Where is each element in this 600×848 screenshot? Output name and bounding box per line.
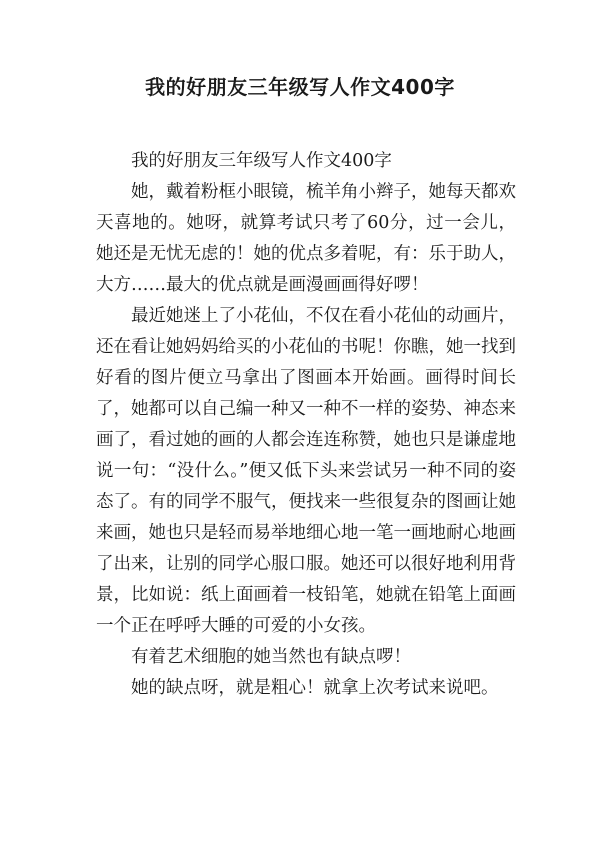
paragraph-careless: 她的缺点呀，就是粗心！就拿上次考试来说吧。 <box>131 678 499 698</box>
paragraph-drawing: 最近她迷上了小花仙，不仅在看小花仙的动画片，还在看让她妈妈给买的小花仙的书呢！你瞧，她一找到好看的图片便立马拿出了图画本开始画。画得时间长了，她都可以自己编一种又一种不一样的姿势、神态来画了，看过她的画的人都会连连称赞，她也只是谦虚地说一句：“没什么。”便又低下头来尝试另一种不同的姿态了。有的同学不服气，便找来一些很复杂的图画让她来画，她也只是轻而易举地细心地一笔一画地耐心地画了出来，让别的同学心服口服。她还可以很好地利用背景，比如说：纸上面画着一枝铅笔，她就在铅笔上面画一个正在呼呼大睡的可爱的小女孩。 <box>96 306 516 636</box>
paragraph-shortcoming-intro: 有着艺术细胞的她当然也有缺点啰！ <box>131 647 411 667</box>
paragraph-description: 她，戴着粉框小眼镜，梳羊角小辫子，她每天都欢天喜地的。她呀，就算考试只考了60分，过一会儿，她还是无忧无虑的！她的优点多着呢，有：乐于助人，大方……最大的优点就是画漫画画得好啰！ <box>96 182 516 295</box>
document-body <box>96 146 516 704</box>
document-title: 我的好朋友三年级写人作文400字 <box>145 75 455 99</box>
paragraph-heading-repeat: 我的好朋友三年级写人作文400字 <box>131 151 392 171</box>
